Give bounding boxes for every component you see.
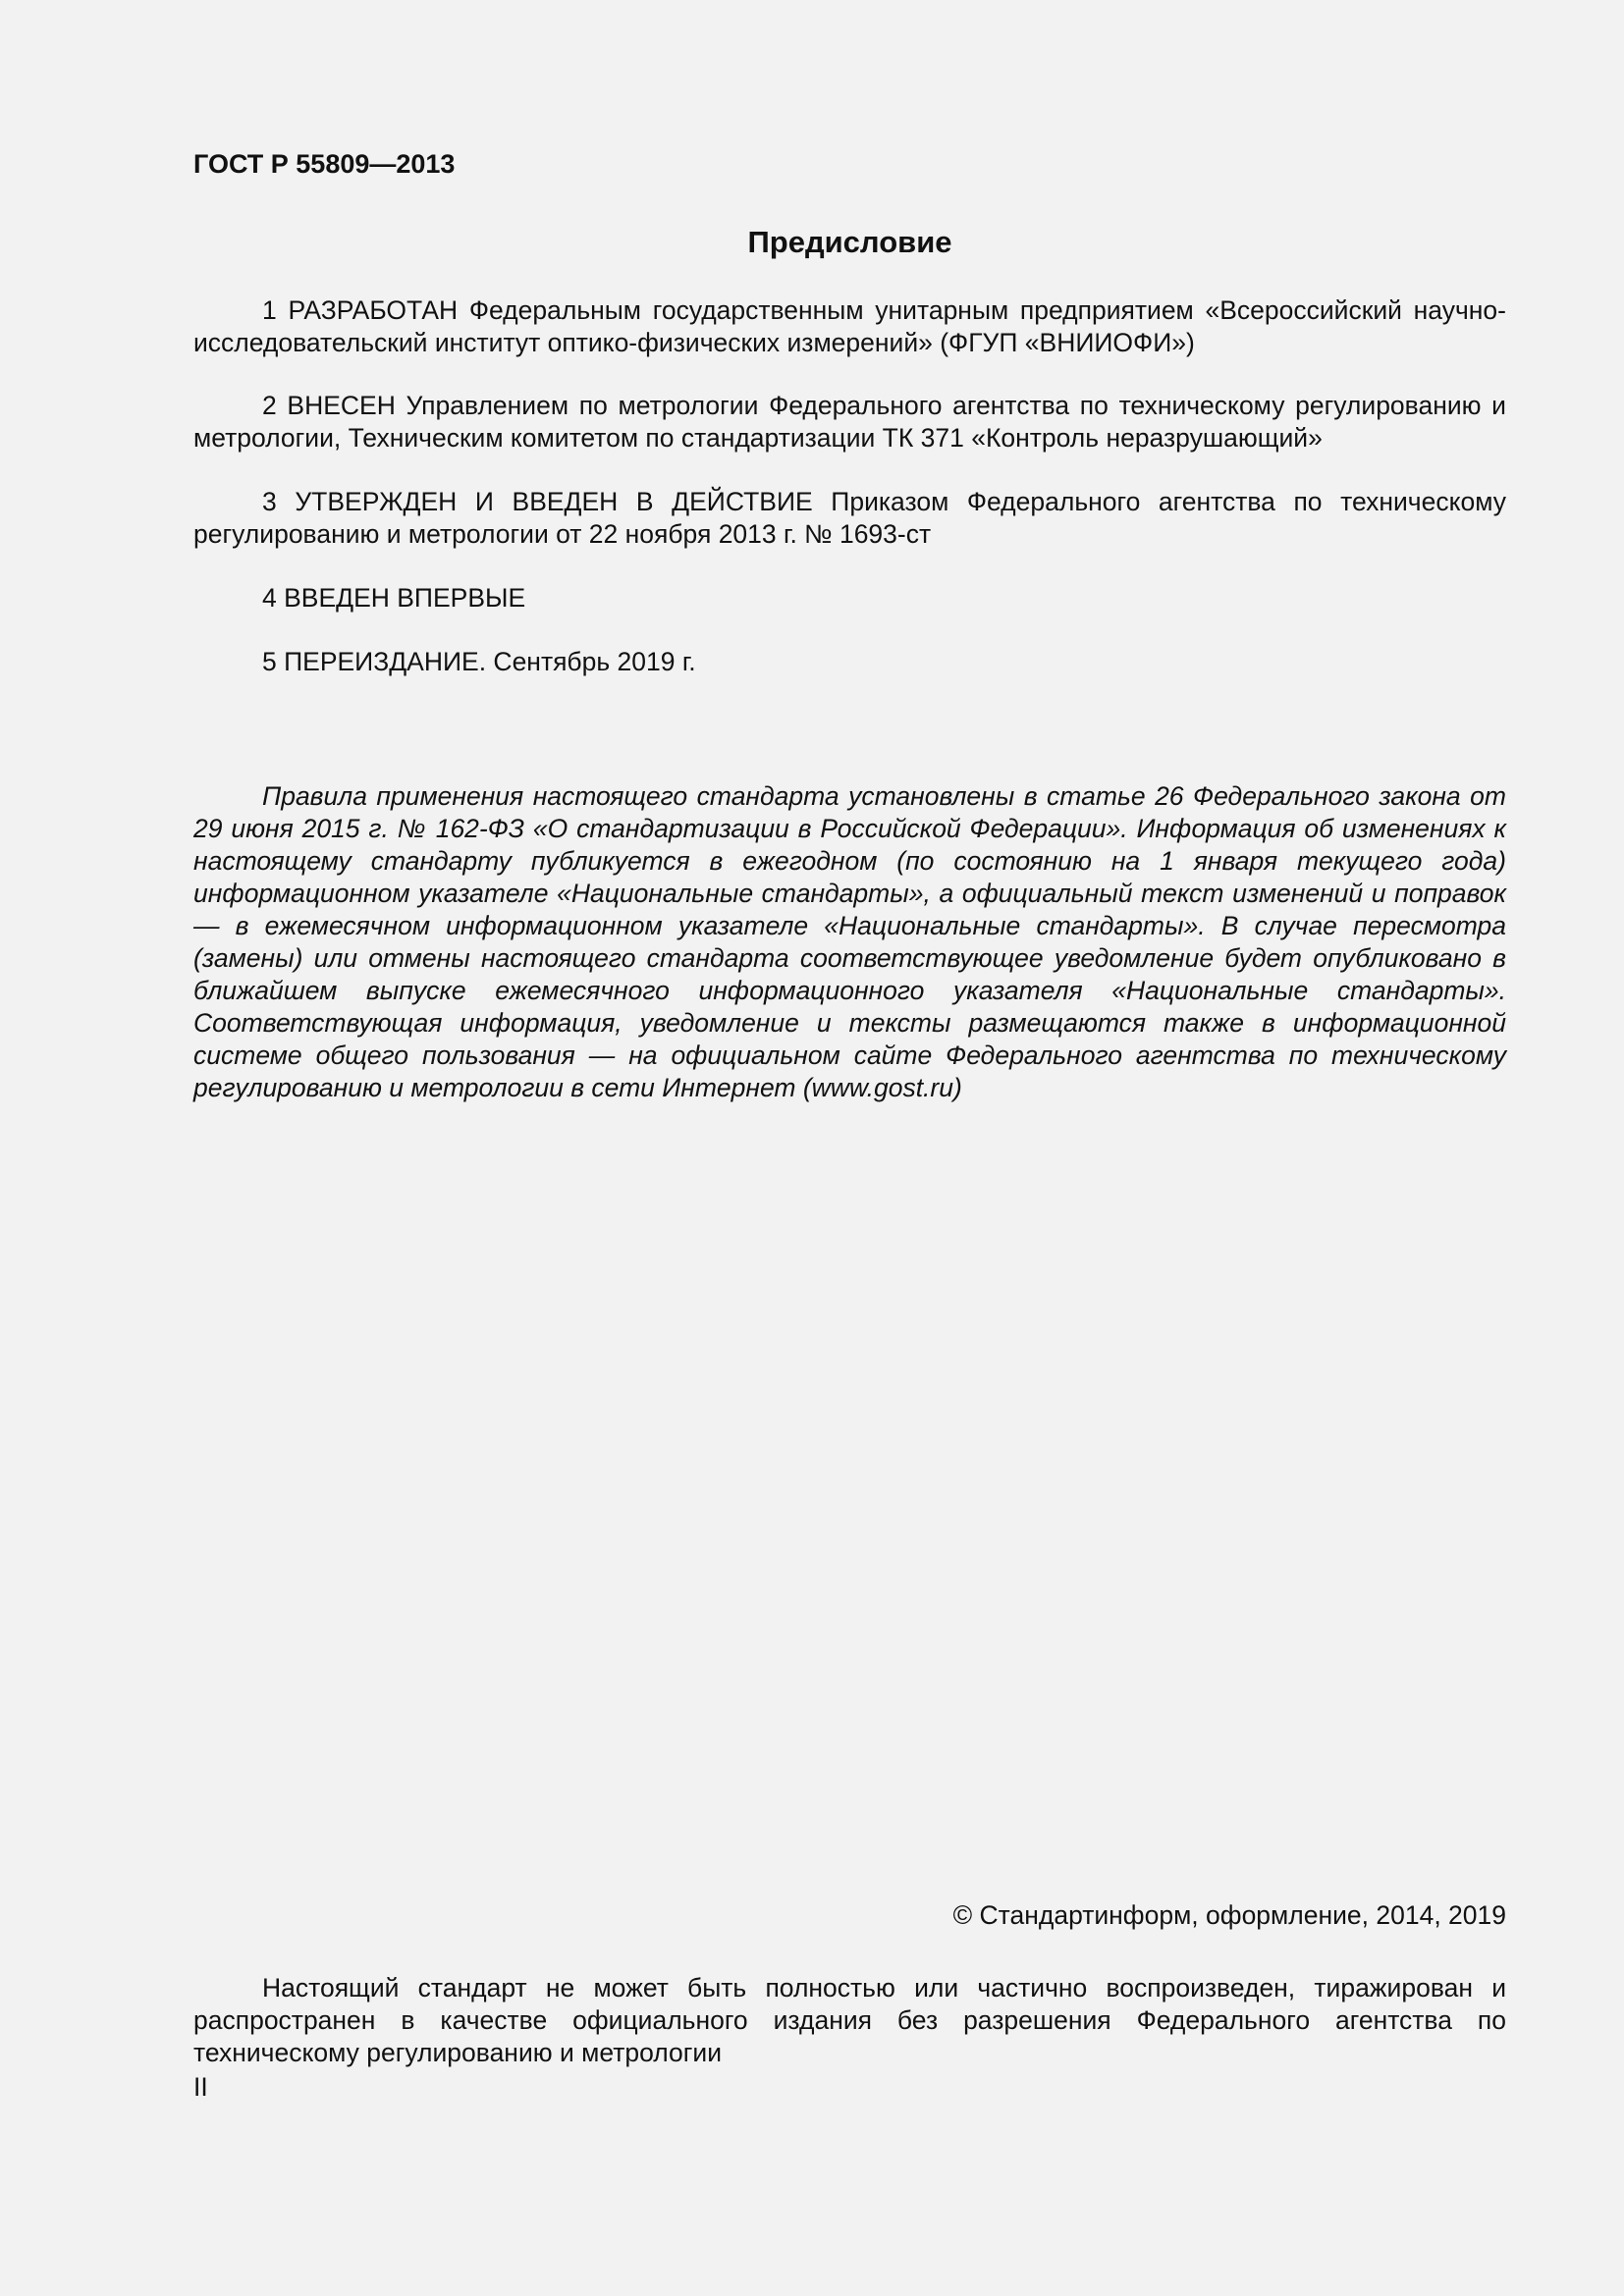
foreword-item-5: 5 ПЕРЕИЗДАНИЕ. Сентябрь 2019 г. [262,647,696,676]
foreword-item-3: 3 УТВЕРЖДЕН И ВВЕДЕН В ДЕЙСТВИЕ Приказом Федерального агентства по техническому регулированию и метрологии от 22 ноября 2013 г. № 1693-ст [193,487,1506,549]
rules-notice: Правила применения настоящего стандарта установлены в статье 26 Федерального закона от 29 июня 2015 г. № 162-ФЗ «О стандартизации в Российской Федерации». Информация об изменениях к настоящему стандарту публикуется в ежегодном (по состоянию на 1 января текущего года) информационном указателе «Национальные стандарты», а официальный текст изменений и поправок — в ежемесячном информационном указателе «Национальные стандарты». В случае пересмотра (замены) или отмены настоящего стандарта соответствующее уведомление будет опубликовано в ближайшем выпуске ежемесячного информационного указателя «Национальные стандарты». Соответствующая информация, уведомление и тексты размещаются также в информационной системе общего пользования — на официальном сайте Федерального агентства по техническому регулированию и метрологии в сети Интернет (www.gost.ru) [193,781,1506,1102]
page-number: II [193,2072,208,2102]
copyright-notice: © Стандартинформ, оформление, 2014, 2019 [952,1900,1506,1930]
foreword-item-1: 1 РАЗРАБОТАН Федеральным государственным унитарным предприятием «Всероссийский научно-исследовательский институт оптико-физических измерений» (ФГУП «ВНИИОФИ») [193,295,1506,357]
foreword-item-4: 4 ВВЕДЕН ВПЕРВЫЕ [262,583,526,613]
foreword-title: Предисловие [747,225,952,259]
foreword-item-2: 2 ВНЕСЕН Управлением по метрологии Федерального агентства по техническому регулированию и метрологии, Техническим комитетом по стандартизации ТК 371 «Контроль неразрушающий» [193,391,1506,453]
reproduction-notice: Настоящий стандарт не может быть полностью или частично воспроизведен, тиражирован и распространен в качестве официального издания без разрешения Федерального агентства по техническому регулированию и метрологии [193,1973,1506,2067]
document-code: ГОСТ Р 55809—2013 [193,149,456,179]
